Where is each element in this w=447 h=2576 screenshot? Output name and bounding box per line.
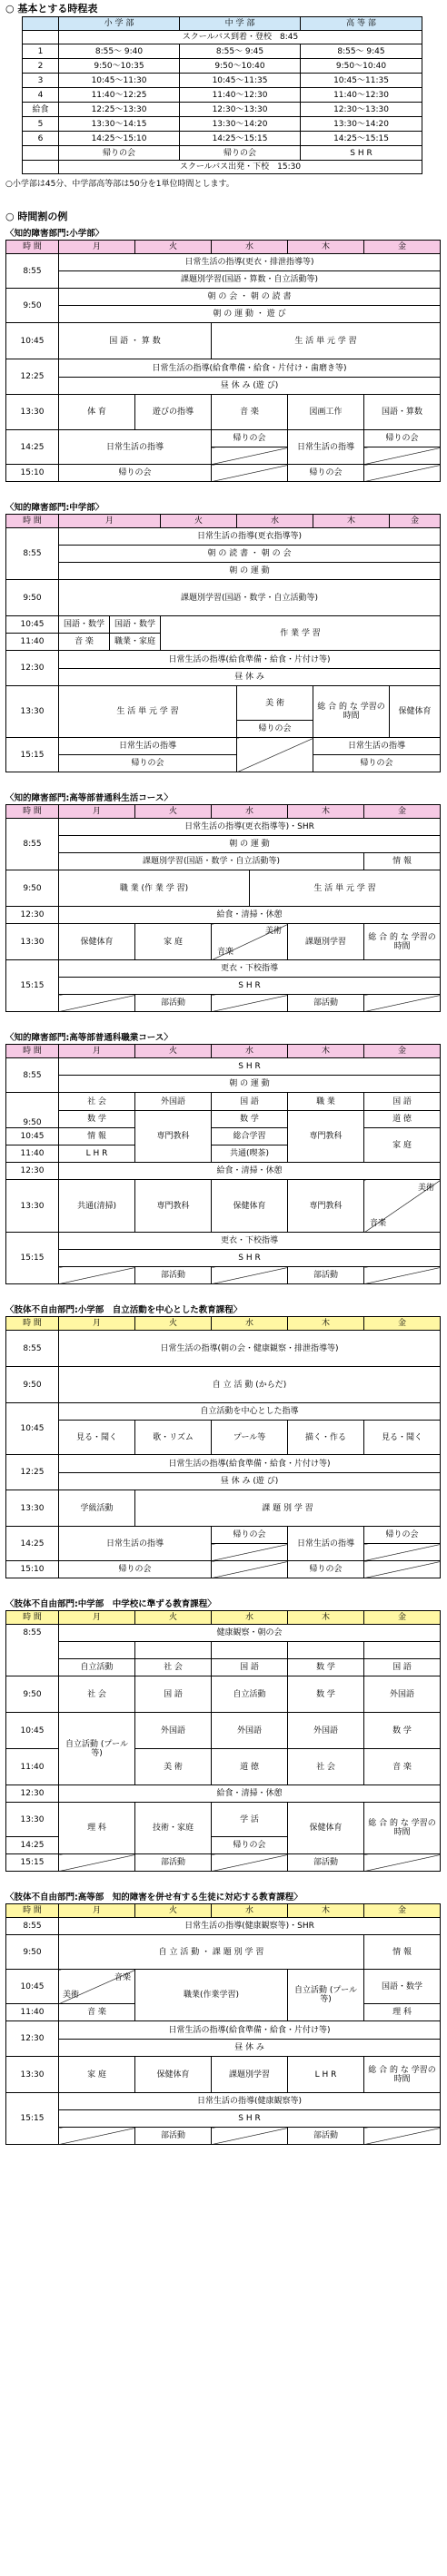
time-cell: 12:30 bbox=[6, 907, 59, 924]
bus-arrival: スクールバス到着・登校 8:45 bbox=[59, 31, 422, 44]
cell: 社 会 bbox=[135, 1659, 212, 1676]
time-cell: 10:45 bbox=[6, 323, 59, 359]
cell: 帰りの会 bbox=[59, 465, 212, 482]
time-cell: 13:30 bbox=[6, 2057, 59, 2093]
time-cell: 9:50 bbox=[6, 289, 59, 323]
cell: 日常生活の指導(更衣指導等) bbox=[59, 528, 441, 546]
time-cell: 13:30 bbox=[6, 924, 59, 960]
cell: 図画工作 bbox=[288, 395, 364, 430]
cell: L H R bbox=[288, 2057, 364, 2093]
cell: 10:45～11:35 bbox=[301, 74, 422, 88]
cell: 課題別学習(国語・数学・自立活動等) bbox=[59, 853, 364, 870]
cell: 9:50～10:35 bbox=[59, 59, 180, 74]
cell: 帰りの会 bbox=[212, 1527, 288, 1544]
timetable-title: 〈肢体不自由部門:高等部 知的障害を併せ有する生徒に対応する教育課程〉 bbox=[5, 1893, 303, 1903]
cell: 日常生活の指導 bbox=[59, 430, 212, 465]
timetable-pd-junior-high: 時 間 月 火 水 木 金 8:55 健康観察・朝の会 自立活動 社 会 国 語 数 学 国 語 9:50 社 会 国 語 自立活動 数 学 外国語 10:45 自立活動 (プール等) 外国語 外国語 外国語 数 学 11:40 美 術 道 徳 社 会 音 楽 12:30 給食・清掃・休憩 13:30 理 科 技術・家庭 学 活 保健体育 総 合 的 な 学習の時間 14:25 帰りの会 15:15 部活動 部活動 bbox=[5, 1610, 441, 1872]
cell: 学 活 bbox=[212, 1803, 288, 1837]
cell: 12:25～13:30 bbox=[59, 103, 180, 117]
cell: 国 語 ・ 算 数 bbox=[59, 323, 212, 359]
table-row bbox=[23, 103, 422, 117]
table-row bbox=[23, 31, 422, 44]
cell: 課題別学習(国語・算数・自立活動等) bbox=[59, 271, 441, 289]
split-cell: 美術 音楽 bbox=[212, 924, 288, 960]
cell: 保健体育 bbox=[212, 1180, 288, 1233]
cell: 10:45～11:35 bbox=[180, 74, 301, 88]
time-cell: 13:30 bbox=[6, 686, 59, 738]
period: 2 bbox=[23, 59, 59, 74]
cell: 外国語 bbox=[364, 1676, 441, 1713]
time-cell: 12:25 bbox=[6, 359, 59, 395]
cell: 共通(清掃) bbox=[59, 1180, 135, 1233]
cell: 部活動 bbox=[288, 1267, 364, 1284]
basic-schedule-table bbox=[22, 16, 422, 174]
cell: 日常生活の指導 bbox=[288, 430, 364, 465]
cell: 保健体育 bbox=[135, 2057, 212, 2093]
cell: 国 語 bbox=[212, 1093, 288, 1111]
empty-cell bbox=[364, 465, 441, 482]
cell: 理 科 bbox=[59, 1803, 135, 1854]
cell: 日常生活の指導(給食準備・給食・片付け等) bbox=[59, 651, 441, 669]
period: 3 bbox=[23, 74, 59, 88]
cell: 帰りの会 bbox=[212, 1837, 288, 1854]
cell: 日常生活の指導(健康観察等) bbox=[59, 2093, 441, 2110]
cell: 外国語 bbox=[135, 1713, 212, 1749]
cell: 帰りの会 bbox=[288, 1561, 364, 1578]
cell: S H R bbox=[59, 978, 441, 995]
cell: 外国語 bbox=[288, 1713, 364, 1749]
timetable-title: 〈肢体不自由部門:中学部 中学校に準ずる教育課程〉 bbox=[5, 1599, 216, 1609]
cell: 道 徳 bbox=[212, 1749, 288, 1785]
time-cell: 8:55 bbox=[6, 254, 59, 289]
timetable-pd-elementary: 時 間 月 火 水 木 金 8:55 日常生活の指導(朝の会・健康観察・排泄指導等) 9:50 自 立 活 動 (からだ) 10:45 自立活動を中心とした指導 見る・聞く 歌・リズム プール等 描く・作る 見る・聞く 12:25 日常生活の指導(給食準備・給食・片付け等) 昼 休 み (遊 び) 13:30 学級活動 課 題 別 学 習 14:25 日常生活の指導 帰りの会 日常生活の指導 帰りの会 15:10 帰りの会 帰りの会 bbox=[5, 1316, 441, 1578]
cell: 14:25～15:15 bbox=[180, 132, 301, 146]
cell: 9:50～10:40 bbox=[180, 59, 301, 74]
cell: 国語・数学 bbox=[59, 616, 110, 634]
cell: 職業・家庭 bbox=[110, 634, 161, 651]
basic-note: ○小学部は45分、中学部高等部は50分を1単位時間とします。 bbox=[5, 180, 234, 189]
time-cell: 15:10 bbox=[6, 465, 59, 482]
cell: 部活動 bbox=[135, 1854, 212, 1872]
cell: 道 徳 bbox=[364, 1111, 441, 1128]
cell: 総合学習 bbox=[212, 1128, 288, 1145]
cell: 13:30～14:15 bbox=[59, 117, 180, 132]
cell: 朝 の 運 動 bbox=[59, 1076, 441, 1093]
cell: 日常生活の指導(給食準備・給食・片付け等) bbox=[59, 1455, 441, 1473]
time-cell: 9:50 bbox=[6, 1676, 59, 1713]
cell: 課題別学習 bbox=[212, 2057, 288, 2093]
time-cell: 11:40 bbox=[6, 1749, 59, 1785]
time-cell: 9:50 bbox=[6, 1367, 59, 1403]
time-cell: 11:40 bbox=[6, 634, 59, 651]
cell: 総 合 的 な 学習の時間 bbox=[364, 2057, 441, 2093]
table-row bbox=[23, 161, 422, 174]
cell: 朝 の 運 動 bbox=[59, 836, 441, 853]
cell: 日常生活の指導(給食準備・給食・片付け・歯磨き等) bbox=[59, 359, 441, 378]
cell: 国 語 bbox=[364, 1093, 441, 1111]
cell: 音 楽 bbox=[212, 395, 288, 430]
cell: 自立活動 bbox=[59, 1659, 135, 1676]
time-cell: 14:25 bbox=[6, 1527, 59, 1561]
cell: 国語・数学 bbox=[364, 1970, 441, 2004]
empty-cell bbox=[364, 447, 441, 465]
cell: 部活動 bbox=[135, 1267, 212, 1284]
cell: L H R bbox=[59, 1145, 135, 1163]
cell: 昼 休 み bbox=[59, 669, 441, 686]
timetable-title: 〈知的障害部門:高等部普通科生活コース〉 bbox=[5, 793, 173, 803]
period: 給食 bbox=[23, 103, 59, 117]
bus-departure: スクールバス出発・下校 15:30 bbox=[59, 161, 422, 174]
cell: 昼 休 み (遊 び) bbox=[59, 378, 441, 395]
cell: 国 語 bbox=[212, 1659, 288, 1676]
table-row bbox=[23, 44, 422, 59]
cell: 健康観察・朝の会 bbox=[59, 1625, 441, 1642]
cell: 専門教科 bbox=[288, 1180, 364, 1233]
cell: 12:30～13:30 bbox=[180, 103, 301, 117]
time-cell: 8:55 bbox=[6, 1058, 59, 1093]
cell: 国語・算数 bbox=[364, 395, 441, 430]
cell: 帰りの会 bbox=[288, 465, 364, 482]
cell: 家 庭 bbox=[135, 924, 212, 960]
time-cell: 13:30 bbox=[6, 1490, 59, 1527]
cell: 帰りの会 bbox=[180, 146, 301, 161]
cell: 11:40～12:25 bbox=[59, 88, 180, 103]
time-cell: 12:25 bbox=[6, 1455, 59, 1490]
time-cell: 13:30 bbox=[6, 1180, 59, 1233]
cell: 技術・家庭 bbox=[135, 1803, 212, 1854]
time-cell: 14:25 bbox=[6, 430, 59, 465]
timetable-pd-high: 時 間 月 火 水 木 金 8:55 日常生活の指導(健康観察等)・SHR 9:50 自 立 活 動 ・ 課 題 別 学 習 情 報 10:45 美術 音楽 職業(作業学習) 自立活動 (プール等) 国語・数学 11:40 音 楽 理 科 12:30 日常生活の指導(給食準備・給食・片付け等) 昼 休 み 13:30 家 庭 保健体育 課題別学習 L H R 総 合 的 な 学習の時間 15:15 日常生活の指導(健康観察等) S H R 部活動 部活動 bbox=[5, 1903, 441, 2145]
time-cell: 9:50 bbox=[6, 1093, 59, 1128]
cell: 8:55～ 9:45 bbox=[180, 44, 301, 59]
cell: 数 学 bbox=[364, 1713, 441, 1749]
table-row bbox=[23, 59, 422, 74]
cell: 8:55～ 9:40 bbox=[59, 44, 180, 59]
cell: 10:45～11:30 bbox=[59, 74, 180, 88]
header-cell: 高 等 部 bbox=[301, 17, 422, 31]
cell: 国語・数学 bbox=[110, 616, 161, 634]
time-cell: 15:15 bbox=[6, 960, 59, 1012]
cell: 数 学 bbox=[59, 1111, 135, 1128]
cell: 部活動 bbox=[288, 1854, 364, 1872]
time-cell: 10:45 bbox=[6, 1403, 59, 1455]
time-cell: 12:30 bbox=[6, 651, 59, 686]
header-cell bbox=[23, 17, 59, 31]
cell: 帰りの会 bbox=[59, 755, 237, 772]
time-cell: 15:10 bbox=[6, 1561, 59, 1578]
timetable-high-life: 時 間 月 火 水 木 金 8:55 日常生活の指導(更衣指導等)・SHR 朝 の 運 動 課題別学習(国語・数学・自立活動等) 情 報 9:50 職 業 (作 業 学 習) 生 活 単 元 学 習 12:30 給食・清掃・休憩 13:30 保健体育 家 庭 美術 音楽 課題別学習 総 合 的 な 学習の時間 15:15 更衣・下校指導 S H R 部活動 部活動 bbox=[5, 804, 441, 1012]
table-row bbox=[23, 132, 422, 146]
cell: 日常生活の指導(朝の会・健康観察・排泄指導等) bbox=[59, 1331, 441, 1367]
cell: 14:25～15:10 bbox=[59, 132, 180, 146]
cell: 日常生活の指導(給食準備・給食・片付け等) bbox=[59, 2021, 441, 2040]
time-cell: 15:15 bbox=[6, 2093, 59, 2145]
time-cell: 8:55 bbox=[6, 528, 59, 580]
time-cell: 14:25 bbox=[6, 1837, 59, 1854]
cell: 保健体育 bbox=[390, 686, 441, 738]
cell: プール等 bbox=[212, 1421, 288, 1455]
cell: 9:50～10:40 bbox=[301, 59, 422, 74]
header-cell: 小 学 部 bbox=[59, 17, 180, 31]
table-row bbox=[23, 74, 422, 88]
cell: 音 楽 bbox=[59, 2004, 135, 2021]
cell: 音 楽 bbox=[364, 1749, 441, 1785]
period: 5 bbox=[23, 117, 59, 132]
cell: 日常生活の指導 bbox=[59, 738, 237, 755]
cell: 見る・聞く bbox=[59, 1421, 135, 1455]
cell: 帰りの会 bbox=[59, 1561, 212, 1578]
cell: 日常生活の指導 bbox=[313, 738, 441, 755]
cell: 家 庭 bbox=[59, 2057, 135, 2093]
cell: S H R bbox=[59, 1058, 441, 1076]
cell: 昼 休 み (遊 び) bbox=[59, 1473, 441, 1490]
table-row bbox=[23, 146, 422, 161]
cell: 理 科 bbox=[364, 2004, 441, 2021]
split-cell: 美術 音楽 bbox=[364, 1180, 441, 1233]
cell: 専門教科 bbox=[288, 1111, 364, 1163]
cell: 朝 の 運 動 ・ 遊 び bbox=[59, 306, 441, 323]
empty-cell bbox=[212, 465, 288, 482]
time-cell: 8:55 bbox=[6, 1918, 59, 1935]
cell: 保健体育 bbox=[59, 924, 135, 960]
cell: 国 語 bbox=[364, 1659, 441, 1676]
cell: 13:30～14:20 bbox=[180, 117, 301, 132]
cell: 見る・聞く bbox=[364, 1421, 441, 1455]
cell: 社 会 bbox=[59, 1676, 135, 1713]
empty-cell bbox=[212, 447, 288, 465]
time-cell: 10:45 bbox=[6, 616, 59, 634]
cell: 数 学 bbox=[288, 1676, 364, 1713]
header-cell: 中 学 部 bbox=[180, 17, 301, 31]
table-row bbox=[23, 117, 422, 132]
cell: 13:30～14:20 bbox=[301, 117, 422, 132]
cell: 昼 休 み bbox=[59, 2040, 441, 2057]
cell: 自立活動 bbox=[212, 1676, 288, 1713]
cell: 部活動 bbox=[288, 2128, 364, 2145]
cell: 数 学 bbox=[212, 1111, 288, 1128]
time-cell: 13:30 bbox=[6, 1803, 59, 1837]
cell: 専門教科 bbox=[135, 1180, 212, 1233]
cell: 11:40～12:30 bbox=[180, 88, 301, 103]
cell: 学級活動 bbox=[59, 1490, 135, 1527]
cell: 日常生活の指導 bbox=[59, 1527, 212, 1561]
time-cell: 10:45 bbox=[6, 1128, 59, 1145]
time-cell: 15:15 bbox=[6, 738, 59, 772]
cell: 14:25～15:15 bbox=[301, 132, 422, 146]
table-header-row bbox=[23, 17, 422, 31]
timetable-elementary bbox=[5, 240, 441, 482]
examples-title: ○ 時間割の例 bbox=[5, 211, 68, 222]
cell: 朝 の 読 書 ・ 朝 の 会 bbox=[59, 546, 441, 563]
cell: 給食・清掃・休憩 bbox=[59, 1163, 441, 1180]
timetable-junior-high: 時 間 月 火 水 木 金 8:55 日常生活の指導(更衣指導等) 朝 の 読 書 ・ 朝 の 会 朝 の 運 動 9:50 課題別学習(国語・数学・自立活動等) 10:45 国語・数学 国語・数学 作 業 学 習 11:40 音 楽 職業・家庭 12:30 日常生活の指導(給食準備・給食・片付け等) 昼 休 み 13:30 生 活 単 元 学 習 美 術 総 合 的 な 学習の時間 保健体育 帰りの会 15:15 日常生活の指導 日常生活の指導 帰りの会 帰りの会 bbox=[5, 514, 441, 772]
cell: 11:40～12:30 bbox=[301, 88, 422, 103]
basic-schedule-title: ○ 基本とする時程表 bbox=[5, 3, 98, 15]
cell: 美 術 bbox=[237, 686, 313, 721]
cell: 専門教科 bbox=[135, 1111, 212, 1163]
time-cell: 9:50 bbox=[6, 1935, 59, 1970]
cell: 作 業 学 習 bbox=[161, 616, 441, 651]
cell: 朝 の 会 ・ 朝 の 読 書 bbox=[59, 289, 441, 306]
cell: 帰りの会 bbox=[59, 146, 180, 161]
cell: 職業(作業学習) bbox=[135, 1970, 288, 2021]
cell: 帰りの会 bbox=[313, 755, 441, 772]
period: 4 bbox=[23, 88, 59, 103]
time-cell: 9:50 bbox=[6, 580, 59, 616]
cell: 更衣・下校指導 bbox=[59, 1233, 441, 1250]
cell: 自 立 活 動 ・ 課 題 別 学 習 bbox=[59, 1935, 364, 1970]
cell: S H R bbox=[301, 146, 422, 161]
cell: 8:55～ 9:45 bbox=[301, 44, 422, 59]
time-cell: 8:55 bbox=[6, 819, 59, 870]
cell: 更衣・下校指導 bbox=[59, 960, 441, 978]
cell: 描く・作る bbox=[288, 1421, 364, 1455]
cell: 職 業 (作 業 学 習) bbox=[59, 870, 250, 907]
cell: 朝 の 運 動 bbox=[59, 563, 441, 580]
cell: 総 合 的 な 学習の時間 bbox=[364, 924, 441, 960]
cell: 美 術 bbox=[135, 1749, 212, 1785]
time-cell: 13:30 bbox=[6, 395, 59, 430]
cell: 生 活 単 元 学 習 bbox=[212, 323, 441, 359]
time-cell: 12:30 bbox=[6, 1785, 59, 1803]
cell: 課題別学習 bbox=[288, 924, 364, 960]
cell: 体 育 bbox=[59, 395, 135, 430]
cell: 自 立 活 動 (からだ) bbox=[59, 1367, 441, 1403]
time-cell: 11:40 bbox=[6, 1145, 59, 1163]
cell: 国 語 bbox=[135, 1676, 212, 1713]
period: 1 bbox=[23, 44, 59, 59]
timetable-high-vocational: 時 間 月 火 水 木 金 8:55 S H R 朝 の 運 動 9:50 社 会 外国語 国 語 職 業 国 語 数 学 専門教科 数 学 専門教科 道 徳 10:45 情 報 総合学習 家 庭 11:40 L H R 共通(喫茶) 12:30 給食・清掃・休憩 13:30 共通(清掃) 専門教科 保健体育 専門教科 美術 音楽 15:15 更衣・下校指導 S H R 部活動 部活動 bbox=[5, 1044, 441, 1284]
timetable-title: 〈知的障害部門:小学部〉 bbox=[5, 229, 104, 239]
time-cell: 9:50 bbox=[6, 870, 59, 907]
time-cell: 12:30 bbox=[6, 2021, 59, 2057]
table-header-row: 時 間 月 火 水 木 金 bbox=[6, 241, 441, 254]
cell: 外国語 bbox=[135, 1093, 212, 1111]
cell: 社 会 bbox=[59, 1093, 135, 1111]
timetable-title: 〈知的障害部門:中学部〉 bbox=[5, 503, 104, 513]
cell: 音 楽 bbox=[59, 634, 110, 651]
time-cell: 10:45 bbox=[6, 1970, 59, 2004]
time-cell: 15:15 bbox=[6, 1854, 59, 1872]
timetable-title: 〈知的障害部門:高等部普通科職業コース〉 bbox=[5, 1033, 173, 1043]
cell: 課 題 別 学 習 bbox=[135, 1490, 441, 1527]
time-cell: 11:40 bbox=[6, 2004, 59, 2021]
cell: 給食・清掃・休憩 bbox=[59, 1785, 441, 1803]
cell: 遊びの指導 bbox=[135, 395, 212, 430]
cell: 部活動 bbox=[135, 995, 212, 1012]
time-cell: 15:15 bbox=[6, 1233, 59, 1284]
cell: 帰りの会 bbox=[364, 430, 441, 447]
cell: 日常生活の指導(健康観察等)・SHR bbox=[59, 1918, 441, 1935]
cell: 課題別学習(国語・数学・自立活動等) bbox=[59, 580, 441, 616]
time-cell: 12:30 bbox=[6, 1163, 59, 1180]
cell: 12:30～13:30 bbox=[301, 103, 422, 117]
cell: 部活動 bbox=[135, 2128, 212, 2145]
cell: 帰りの会 bbox=[237, 721, 313, 738]
time-cell: 10:45 bbox=[6, 1713, 59, 1749]
cell: 自立活動 (プール等) bbox=[288, 1970, 364, 2021]
cell: 総 合 的 な 学習の時間 bbox=[364, 1803, 441, 1854]
cell: 日常生活の指導(更衣指導等)・SHR bbox=[59, 819, 441, 836]
cell: 日常生活の指導(更衣・排泄指導等) bbox=[59, 254, 441, 271]
cell: 部活動 bbox=[288, 995, 364, 1012]
cell: 情 報 bbox=[59, 1128, 135, 1145]
cell: 職 業 bbox=[288, 1093, 364, 1111]
cell: 情 報 bbox=[364, 853, 441, 870]
cell: 生 活 単 元 学 習 bbox=[59, 686, 237, 738]
cell: 給食・清掃・休憩 bbox=[59, 907, 441, 924]
cell: 保健体育 bbox=[288, 1803, 364, 1854]
cell: S H R bbox=[59, 1250, 441, 1267]
timetable-title: 〈肢体不自由部門:小学部 自立活動を中心とした教育課程〉 bbox=[5, 1305, 243, 1315]
time-cell: 8:55 bbox=[6, 1625, 59, 1676]
cell: 外国語 bbox=[212, 1713, 288, 1749]
cell: S H R bbox=[59, 2110, 441, 2128]
cell: 歌・リズム bbox=[135, 1421, 212, 1455]
cell: 情 報 bbox=[364, 1935, 441, 1970]
cell: 数 学 bbox=[288, 1659, 364, 1676]
time-cell: 8:55 bbox=[6, 1331, 59, 1367]
split-cell: 美術 音楽 bbox=[59, 1970, 135, 2004]
cell: 帰りの会 bbox=[364, 1527, 441, 1544]
cell: 自立活動 (プール等) bbox=[59, 1713, 135, 1785]
cell: 自立活動を中心とした指導 bbox=[59, 1403, 441, 1421]
table-row bbox=[23, 88, 422, 103]
period: 6 bbox=[23, 132, 59, 146]
cell: 日常生活の指導 bbox=[288, 1527, 364, 1561]
cell: 生 活 単 元 学 習 bbox=[250, 870, 441, 907]
cell: 社 会 bbox=[288, 1749, 364, 1785]
cell: 家 庭 bbox=[364, 1128, 441, 1163]
cell: 帰りの会 bbox=[212, 430, 288, 447]
cell: 総 合 的 な 学習の時間 bbox=[313, 686, 390, 738]
empty-cell bbox=[237, 738, 313, 772]
cell: 共通(喫茶) bbox=[212, 1145, 288, 1163]
